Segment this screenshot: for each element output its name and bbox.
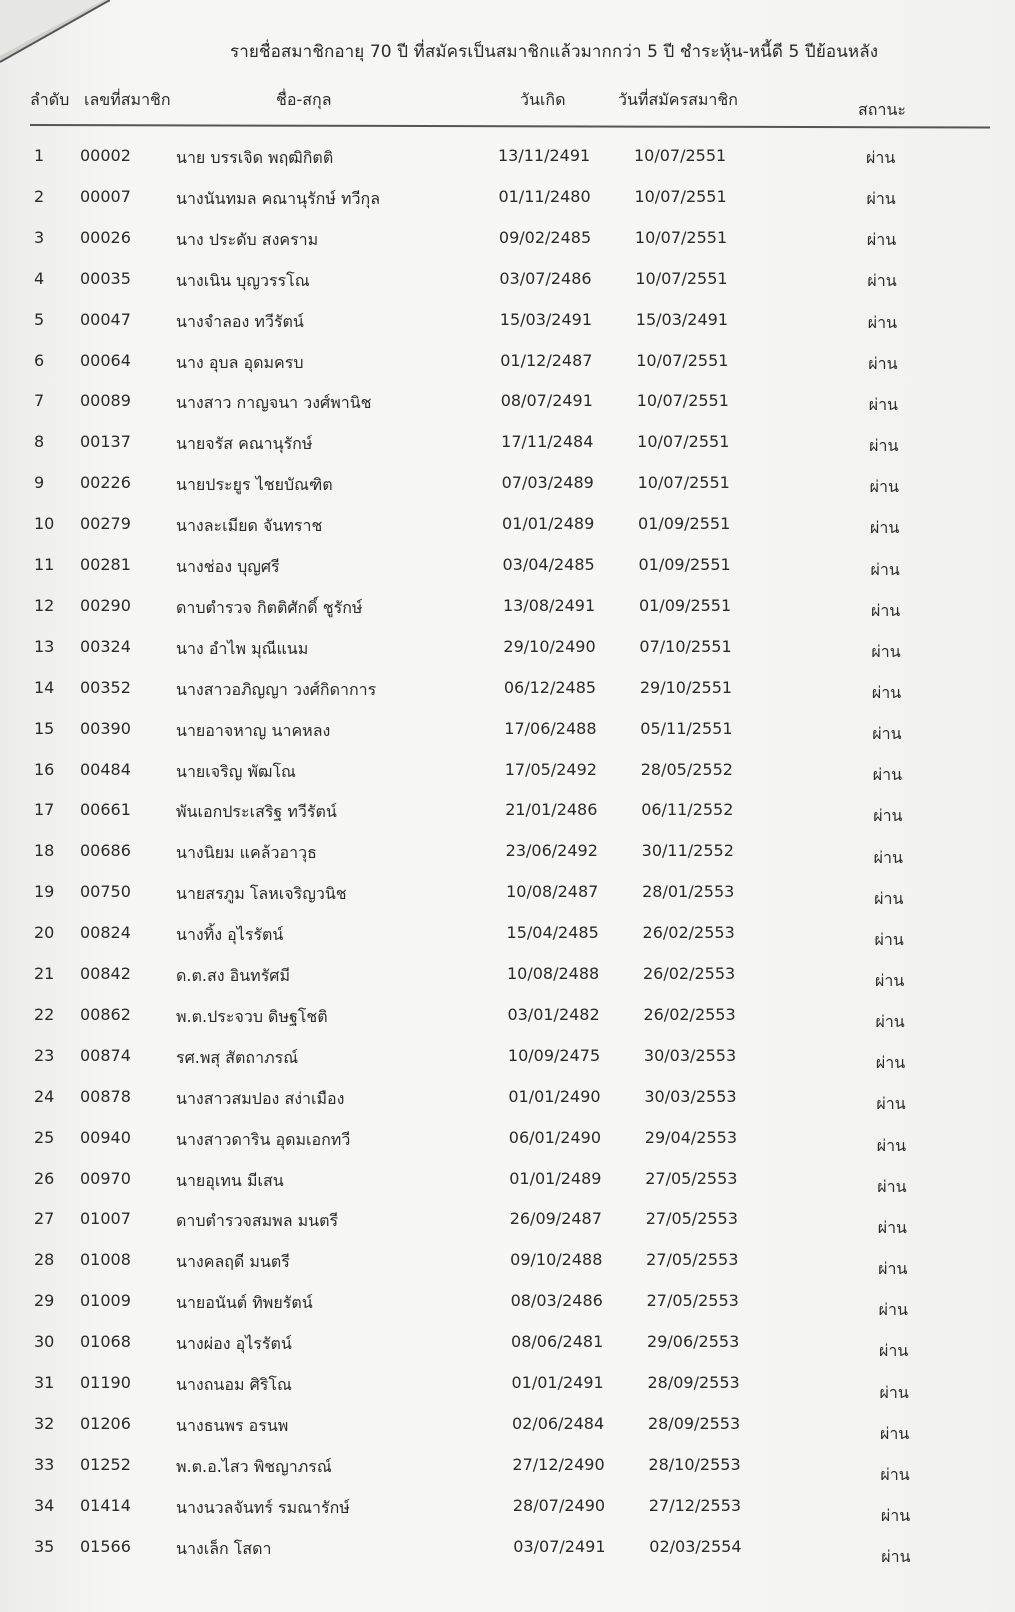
row-index: 24 — [34, 1086, 55, 1106]
row-status: ผ่าน — [870, 600, 901, 620]
row-birth-date: 15/03/2491 — [499, 309, 593, 329]
row-member-id: 00026 — [80, 227, 131, 247]
table-row — [0, 1369, 1015, 1402]
table-row — [0, 1165, 1015, 1195]
row-birth-date: 07/03/2489 — [501, 473, 594, 493]
row-status: ผ่าน — [873, 847, 903, 867]
row-name: ด.ต.สง อินทรัศมี — [176, 966, 291, 985]
row-name: นาง อุบล อุดมครบ — [176, 352, 304, 372]
row-birth-date: 01/01/2489 — [509, 1168, 602, 1188]
row-birth-date: 10/08/2488 — [507, 964, 600, 983]
row-name: นางจำลอง ทวีรัตน์ — [176, 311, 304, 331]
row-name: นางช่อง บุญศรี — [176, 557, 280, 576]
row-status: ผ่าน — [867, 312, 898, 332]
row-index: 23 — [34, 1045, 55, 1065]
row-member-id: 00007 — [80, 186, 131, 206]
header-join-date: วันที่สมัครสมาชิก — [618, 90, 738, 109]
row-status: ผ่าน — [874, 888, 904, 908]
row-index: 22 — [34, 1004, 55, 1024]
row-member-id: 00002 — [80, 146, 131, 165]
header-birth-date: วันเกิด — [520, 90, 566, 109]
row-member-id: 00290 — [80, 595, 131, 615]
row-member-id: 00035 — [80, 268, 131, 288]
row-status: ผ่าน — [879, 1382, 909, 1402]
row-member-id: 01252 — [80, 1454, 131, 1474]
row-birth-date: 21/01/2486 — [505, 800, 598, 820]
row-name: นางคลฤดี มนตรี — [176, 1252, 290, 1272]
table-row — [0, 224, 1015, 254]
row-join-date: 29/10/2551 — [639, 677, 733, 697]
row-join-date: 29/04/2553 — [644, 1127, 738, 1147]
table-row — [0, 387, 1015, 417]
table-row — [0, 1083, 1015, 1113]
table-row — [0, 1001, 1015, 1031]
row-name: นาง ประดับ สงคราม — [176, 229, 319, 249]
row-status: ผ่าน — [866, 148, 896, 167]
row-birth-date: 28/07/2490 — [512, 1495, 606, 1515]
row-index: 21 — [34, 964, 55, 983]
row-index: 15 — [34, 718, 55, 738]
row-index: 35 — [34, 1536, 55, 1556]
table-row — [0, 1246, 1015, 1279]
row-join-date: 27/05/2553 — [645, 1168, 738, 1188]
row-join-date: 29/06/2553 — [647, 1332, 740, 1352]
row-status: ผ่าน — [877, 1176, 907, 1196]
table-row — [0, 428, 1015, 458]
row-join-date: 10/07/2551 — [634, 227, 728, 247]
row-status: ผ่าน — [878, 1300, 908, 1320]
row-join-date: 28/09/2553 — [647, 1413, 741, 1433]
row-birth-date: 10/08/2487 — [506, 882, 599, 902]
row-status: ผ่าน — [878, 1259, 908, 1279]
row-status: ผ่าน — [872, 765, 903, 785]
row-join-date: 01/09/2551 — [638, 555, 731, 574]
row-name: นางเนิน บุญวรรโณ — [176, 270, 310, 290]
table-row — [0, 960, 1015, 990]
row-status: ผ่าน — [868, 394, 898, 414]
table-row — [0, 347, 1015, 377]
row-join-date: 07/10/2551 — [639, 636, 732, 656]
row-index: 1 — [34, 146, 45, 165]
row-index: 14 — [34, 677, 55, 697]
row-name: นางธนพร อรนพ — [176, 1415, 289, 1435]
row-birth-date: 02/06/2484 — [511, 1413, 605, 1433]
row-index: 30 — [34, 1332, 55, 1352]
row-member-id: 00940 — [80, 1127, 131, 1147]
row-status: ผ่าน — [869, 436, 899, 456]
table-row — [0, 633, 1015, 663]
row-join-date: 27/05/2553 — [646, 1250, 739, 1270]
row-birth-date: 01/11/2480 — [498, 186, 591, 206]
table-row — [0, 142, 1015, 172]
row-join-date: 28/09/2553 — [647, 1373, 740, 1392]
table-row — [0, 510, 1015, 540]
row-join-date: 02/03/2554 — [649, 1536, 742, 1556]
row-index: 8 — [34, 432, 45, 452]
row-member-id: 00824 — [80, 923, 131, 943]
row-status: ผ่าน — [866, 189, 896, 209]
table-header — [0, 88, 1015, 118]
document-title: รายชื่อสมาชิกอายุ 70 ปี ที่สมัครเป็นสมาชิกแล้วมากกว่า 5 ปี ชำระหุ้น-หนี้ดี 5 ปีย้อนหลัง — [230, 42, 879, 62]
row-name: นายสรภูม โลหเจริญวนิช — [176, 884, 347, 904]
row-join-date: 10/07/2551 — [635, 268, 728, 288]
table-row — [0, 265, 1015, 295]
table-row — [0, 1205, 1015, 1235]
row-index: 32 — [34, 1413, 55, 1433]
page-corner-fold — [0, 0, 110, 70]
row-status: ผ่าน — [866, 230, 897, 250]
row-name: นางสาวอภิญญา วงศ์กิดาการ — [176, 679, 377, 699]
table-row — [0, 919, 1015, 949]
row-join-date: 01/09/2551 — [638, 595, 732, 615]
row-status: ผ่าน — [872, 724, 902, 744]
row-status: ผ่าน — [874, 929, 904, 949]
row-name: ดาบตำรวจสมพล มนตรี — [176, 1211, 339, 1231]
row-join-date: 26/02/2553 — [642, 923, 735, 943]
row-index: 9 — [34, 473, 45, 493]
row-index: 31 — [34, 1373, 55, 1392]
row-status: ผ่าน — [875, 1053, 906, 1073]
row-join-date: 01/09/2551 — [638, 514, 731, 534]
row-member-id: 00390 — [80, 718, 131, 738]
row-name: นางสาว กาญจนา วงศ์พานิช — [176, 393, 372, 413]
table-row — [0, 837, 1015, 867]
row-member-id: 01190 — [80, 1373, 131, 1392]
row-name: นางนิยม แคล้วอาวุธ — [176, 843, 317, 863]
row-member-id: 01068 — [80, 1332, 131, 1352]
row-birth-date: 01/12/2487 — [500, 350, 593, 370]
header-index: ลำดับ — [30, 90, 70, 109]
row-index: 3 — [34, 227, 45, 247]
row-member-id: 00064 — [80, 350, 131, 370]
row-name: นางผ่อง อุไรรัตน์ — [176, 1334, 292, 1354]
row-name: นายอุเทน มีเสน — [176, 1170, 284, 1190]
row-birth-date: 13/11/2491 — [498, 146, 591, 165]
row-status: ผ่าน — [876, 1094, 906, 1114]
row-member-id: 01008 — [80, 1250, 131, 1270]
row-name: นายประยูร ไชยบัณฑิต — [176, 475, 333, 495]
row-birth-date: 08/06/2481 — [511, 1332, 604, 1352]
row-join-date: 05/11/2551 — [640, 718, 733, 738]
row-member-id: 00874 — [80, 1045, 131, 1065]
row-birth-date: 03/07/2486 — [499, 268, 592, 288]
row-member-id: 00226 — [80, 473, 131, 493]
row-join-date: 28/10/2553 — [648, 1454, 741, 1474]
table-row — [0, 1124, 1015, 1154]
row-birth-date: 08/07/2491 — [500, 391, 593, 411]
row-name: นายอาจหาญ นาคหลง — [176, 720, 331, 740]
row-join-date: 10/07/2551 — [634, 186, 727, 206]
row-join-date: 30/11/2552 — [641, 841, 734, 861]
header-divider — [30, 124, 990, 129]
row-member-id: 00842 — [80, 964, 131, 983]
row-name: พ.ต.อ.ไสว พิชญาภรณ์ — [176, 1456, 332, 1476]
row-status: ผ่าน — [867, 271, 897, 291]
row-name: นายเจริญ พัฒโณ — [176, 761, 296, 781]
row-name: นางเล็ก โสดา — [176, 1538, 272, 1558]
table-row — [0, 1287, 1015, 1320]
row-index: 2 — [34, 186, 45, 206]
row-member-id: 00686 — [80, 841, 131, 861]
row-birth-date: 03/07/2491 — [513, 1536, 606, 1556]
row-index: 20 — [34, 923, 55, 943]
table-row — [0, 878, 1015, 908]
row-name: ดาบตำรวจ กิตติศักดิ์ ชูรักษ์ — [176, 597, 363, 617]
row-name: นางละเมียด จันทราช — [176, 516, 323, 536]
row-index: 33 — [34, 1454, 55, 1474]
row-birth-date: 17/06/2488 — [504, 718, 597, 738]
row-birth-date: 01/01/2490 — [508, 1086, 601, 1106]
row-name: นายอนันต์ ทิพยรัตน์ — [176, 1293, 313, 1313]
row-index: 5 — [34, 309, 45, 329]
header-status: สถานะ — [858, 100, 906, 119]
table-row — [0, 1410, 1015, 1443]
row-member-id: 00750 — [80, 882, 131, 902]
row-birth-date: 23/06/2492 — [505, 841, 598, 861]
row-join-date: 10/07/2551 — [637, 432, 730, 452]
row-index: 25 — [34, 1127, 55, 1147]
row-name: นางนวลจันทร์ รมณารักษ์ — [176, 1497, 350, 1517]
row-index: 11 — [34, 555, 55, 574]
row-member-id: 00281 — [80, 555, 131, 574]
row-status: ผ่าน — [880, 1505, 911, 1525]
row-join-date: 28/01/2553 — [642, 882, 735, 902]
row-join-date: 27/12/2553 — [648, 1495, 742, 1515]
row-join-date: 10/07/2551 — [636, 350, 729, 370]
row-index: 4 — [34, 268, 45, 288]
row-index: 26 — [34, 1168, 55, 1188]
row-member-id: 00324 — [80, 636, 131, 656]
row-index: 7 — [34, 391, 45, 411]
row-birth-date: 13/08/2491 — [502, 595, 596, 615]
row-index: 27 — [34, 1209, 55, 1229]
row-index: 18 — [34, 841, 55, 861]
row-index: 29 — [34, 1291, 55, 1311]
row-birth-date: 29/10/2490 — [503, 636, 596, 656]
row-birth-date: 01/01/2491 — [511, 1373, 604, 1392]
row-birth-date: 15/04/2485 — [506, 923, 599, 943]
row-member-id: 00661 — [80, 800, 131, 820]
row-status: ผ่าน — [880, 1464, 910, 1484]
row-birth-date: 06/01/2490 — [508, 1127, 602, 1147]
row-status: ผ่าน — [870, 559, 900, 579]
table-row — [0, 306, 1015, 336]
row-join-date: 06/11/2552 — [641, 800, 734, 820]
row-join-date: 27/05/2553 — [645, 1209, 738, 1229]
row-index: 13 — [34, 636, 55, 656]
row-member-id: 00970 — [80, 1168, 131, 1188]
row-join-date: 26/02/2553 — [643, 964, 736, 983]
row-birth-date: 08/03/2486 — [510, 1291, 603, 1311]
row-status: ผ่าน — [869, 477, 899, 497]
row-birth-date: 03/04/2485 — [502, 555, 595, 574]
row-name: นางนันทมล คณานุรักษ์ ทวีกุล — [176, 188, 380, 208]
row-index: 28 — [34, 1250, 55, 1270]
row-status: ผ่าน — [875, 1012, 905, 1032]
row-member-id: 00862 — [80, 1004, 131, 1024]
row-birth-date: 06/12/2485 — [503, 677, 597, 697]
row-index: 12 — [34, 595, 55, 615]
row-birth-date: 27/12/2490 — [512, 1454, 605, 1474]
row-member-id: 01566 — [80, 1536, 131, 1556]
row-birth-date: 09/10/2488 — [510, 1250, 603, 1270]
row-status: ผ่าน — [871, 641, 901, 661]
row-index: 10 — [34, 514, 55, 534]
row-join-date: 26/02/2553 — [643, 1004, 736, 1024]
row-name: รศ.พสุ สัตถาภรณ์ — [176, 1047, 299, 1067]
row-member-id: 01206 — [80, 1413, 131, 1433]
row-name: พันเอกประเสริฐ ทวีรัตน์ — [176, 802, 337, 822]
row-status: ผ่าน — [879, 1341, 909, 1361]
row-birth-date: 01/01/2489 — [502, 514, 595, 534]
table-row — [0, 1042, 1015, 1072]
table-row — [0, 674, 1015, 704]
row-member-id: 00878 — [80, 1086, 131, 1106]
row-member-id: 01007 — [80, 1209, 131, 1229]
row-member-id: 00352 — [80, 677, 131, 697]
table-row — [0, 756, 1015, 786]
row-name: นางสาวดาริน อุดมเอกทวี — [176, 1129, 351, 1149]
row-birth-date: 03/01/2482 — [507, 1004, 600, 1024]
table-row — [0, 1328, 1015, 1361]
row-join-date: 30/03/2553 — [644, 1086, 737, 1106]
row-index: 34 — [34, 1495, 55, 1515]
header-member-id: เลขที่สมาชิก — [84, 90, 171, 109]
row-status: ผ่าน — [876, 1135, 907, 1155]
row-index: 17 — [34, 800, 55, 820]
row-birth-date: 10/09/2475 — [507, 1045, 601, 1065]
row-join-date: 30/03/2553 — [643, 1045, 737, 1065]
row-name: นายจรัส คณานุรักษ์ — [176, 434, 313, 454]
row-status: ผ่าน — [870, 518, 900, 538]
row-index: 6 — [34, 350, 45, 370]
table-row — [0, 1492, 1015, 1525]
row-status: ผ่าน — [877, 1217, 907, 1237]
table-row — [0, 1451, 1015, 1484]
table-row — [0, 592, 1015, 622]
row-join-date: 10/07/2551 — [636, 391, 729, 411]
row-status: ผ่าน — [868, 353, 898, 373]
row-status: ผ่าน — [879, 1423, 910, 1443]
row-status: ผ่าน — [873, 806, 903, 826]
table-row — [0, 1533, 1015, 1567]
row-birth-date: 17/05/2492 — [504, 759, 597, 779]
row-join-date: 28/05/2552 — [640, 759, 733, 779]
row-name: นาง อำไพ มุณีแนม — [176, 638, 309, 658]
row-member-id: 00047 — [80, 309, 131, 329]
table-row — [0, 551, 1015, 581]
table-row — [0, 796, 1015, 826]
table-row — [0, 715, 1015, 745]
table-row — [0, 183, 1015, 213]
row-join-date: 10/07/2551 — [634, 146, 727, 165]
row-member-id: 00137 — [80, 432, 131, 452]
row-member-id: 01414 — [80, 1495, 131, 1515]
row-status: ผ่าน — [871, 682, 902, 702]
row-index: 19 — [34, 882, 55, 902]
row-join-date: 27/05/2553 — [646, 1291, 739, 1311]
row-member-id: 00484 — [80, 759, 131, 779]
row-member-id: 01009 — [80, 1291, 131, 1311]
row-name: พ.ต.ประจวบ ดิษฐโชติ — [176, 1006, 328, 1026]
row-status: ผ่าน — [875, 971, 905, 990]
row-member-id: 00279 — [80, 514, 131, 534]
row-join-date: 15/03/2491 — [635, 309, 729, 329]
row-birth-date: 09/02/2485 — [498, 227, 592, 247]
row-status: ผ่าน — [881, 1547, 911, 1567]
row-name: นาย บรรเจิด พฤฒิกิตติ — [176, 148, 334, 167]
row-name: นางสาวสมปอง สง่าเมือง — [176, 1088, 345, 1108]
row-birth-date: 17/11/2484 — [501, 432, 594, 452]
row-birth-date: 26/09/2487 — [509, 1209, 602, 1229]
row-member-id: 00089 — [80, 391, 131, 411]
row-name: นางทิ้ง อุไรรัตน์ — [176, 925, 284, 945]
table-row — [0, 469, 1015, 499]
row-index: 16 — [34, 759, 55, 779]
header-name: ชื่อ-สกุล — [276, 90, 332, 109]
row-join-date: 10/07/2551 — [637, 473, 730, 493]
row-name: นางถนอม ศิริโณ — [176, 1375, 292, 1394]
